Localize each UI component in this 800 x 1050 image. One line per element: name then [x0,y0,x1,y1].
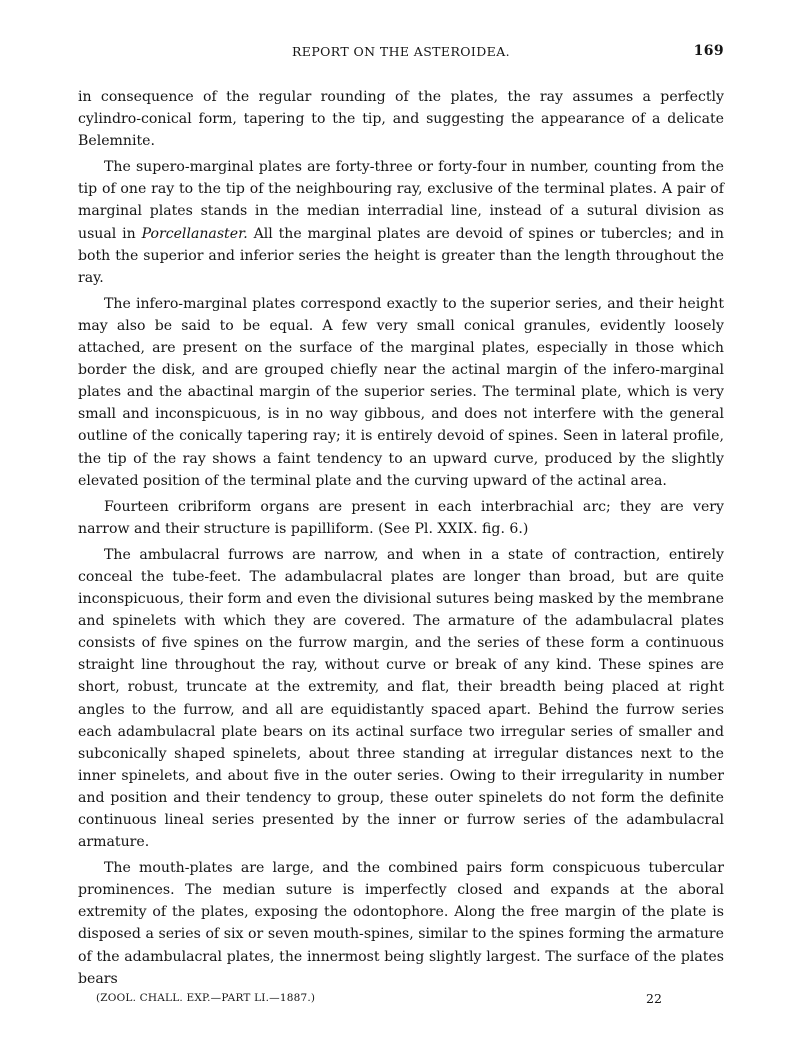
page-number: 169 [693,43,724,59]
signature-number: 22 [646,990,662,1006]
running-head [78,44,724,66]
paragraph-6-text: The mouth-plates are large, and the combined pairs form conspicuous tubercular prominences. The median suture is imperfectly closed and expands at the aboral extremity of the plates, exposing the odontophore. Along the free margin of the plate is disposed a series of six or seven mouth-spines, similar to the spines forming the armature of the adambulacral plates, the innermost being slightly largest. The surface of the plates bears [78,860,724,987]
paragraph-4 [78,496,724,540]
page-footer [78,992,724,1010]
paragraph-3 [78,293,724,492]
paragraph-5-text: The ambulacral furrows are narrow, and when in a state of contraction, entirely conceal the tube-feet. The adambulacral plates are longer than broad, but are quite inconspicuous, their form and even the divisional sutures being masked by the membrane and spinelets with which they are covered. The armature of the adambulacral plates consists of five spines on the furrow margin, and the series of these form a continuous straight line throughout the ray, without curve or break of any kind. These spines are short, robust, truncate at the extremity, and flat, their breadth being placed at right angles to the furrow, and all are equidistantly spaced apart. Behind the furrow series each adambulacral plate bears on its actinal surface two irregular series of smaller and subconically shaped spinelets, about three standing at irregular distances next to the inner spinelets, and about five in the outer series. Owing to their irregularity in number and position and their tendency to group, these outer spinelets do not form the definite continuous lineal series presented by the inner or furrow series of the adambulacral armature. [78,546,724,851]
paragraph-2-text-b: All the marginal plates are devoid of spines or tubercles; and in both the superior and inferior series the height is greater than the length throughout the ray. [78,225,725,286]
paragraph-2-text-a: The supero-marginal plates are forty-three or forty-four in number, counting from the tip of one ray to the tip of the neighbouring ray, exclusive of the terminal plates. A pair of marginal plates stands in the median interradial line, instead of a sutural division as usual in [78,159,724,242]
paragraph-1 [78,86,724,152]
signature-mark: (ZOOL. CHALL. EXP.—PART LI.—1887.) [96,991,316,1004]
paragraph-5 [78,544,724,853]
paragraph-3-text: The infero-marginal plates correspond exactly to the superior series, and their height may also be said to be equal. A few very small conical granules, evidently loosely attached, are present on the surface of the marginal plates, especially in those which border the disk, and are grouped chiefly near the actinal margin of the infero-marginal plates and the abactinal margin of the superior series. The terminal plate, which is very small and inconspicuous, is in no way gibbous, and does not interfere with the general outline of the conically tapering ray; it is entirely devoid of spines. Seen in lateral profile, the tip of the ray shows a faint tendency to an upward curve, produced by the slightly elevated position of the terminal plate and the curving upward of the actinal area. [78,295,724,489]
genus-name-porcellanaster: Porcellanaster. [141,225,248,242]
paragraph-6 [78,857,724,990]
paragraph-1-text: in consequence of the regular rounding of the plates, the ray assumes a perfectly cylindro-conical form, tapering to the tip, and suggesting the appearance of a delicate Belemnite. [78,89,724,150]
running-head-title: REPORT ON THE ASTEROIDEA. [292,44,510,59]
paragraph-2 [78,156,724,289]
document-page [78,44,724,1010]
body-text [78,86,724,990]
paragraph-4-text: Fourteen cribriform organs are present in each interbrachial arc; they are very narrow and their structure is papilliform. (See Pl. XXIX. fig. 6.) [78,498,724,537]
